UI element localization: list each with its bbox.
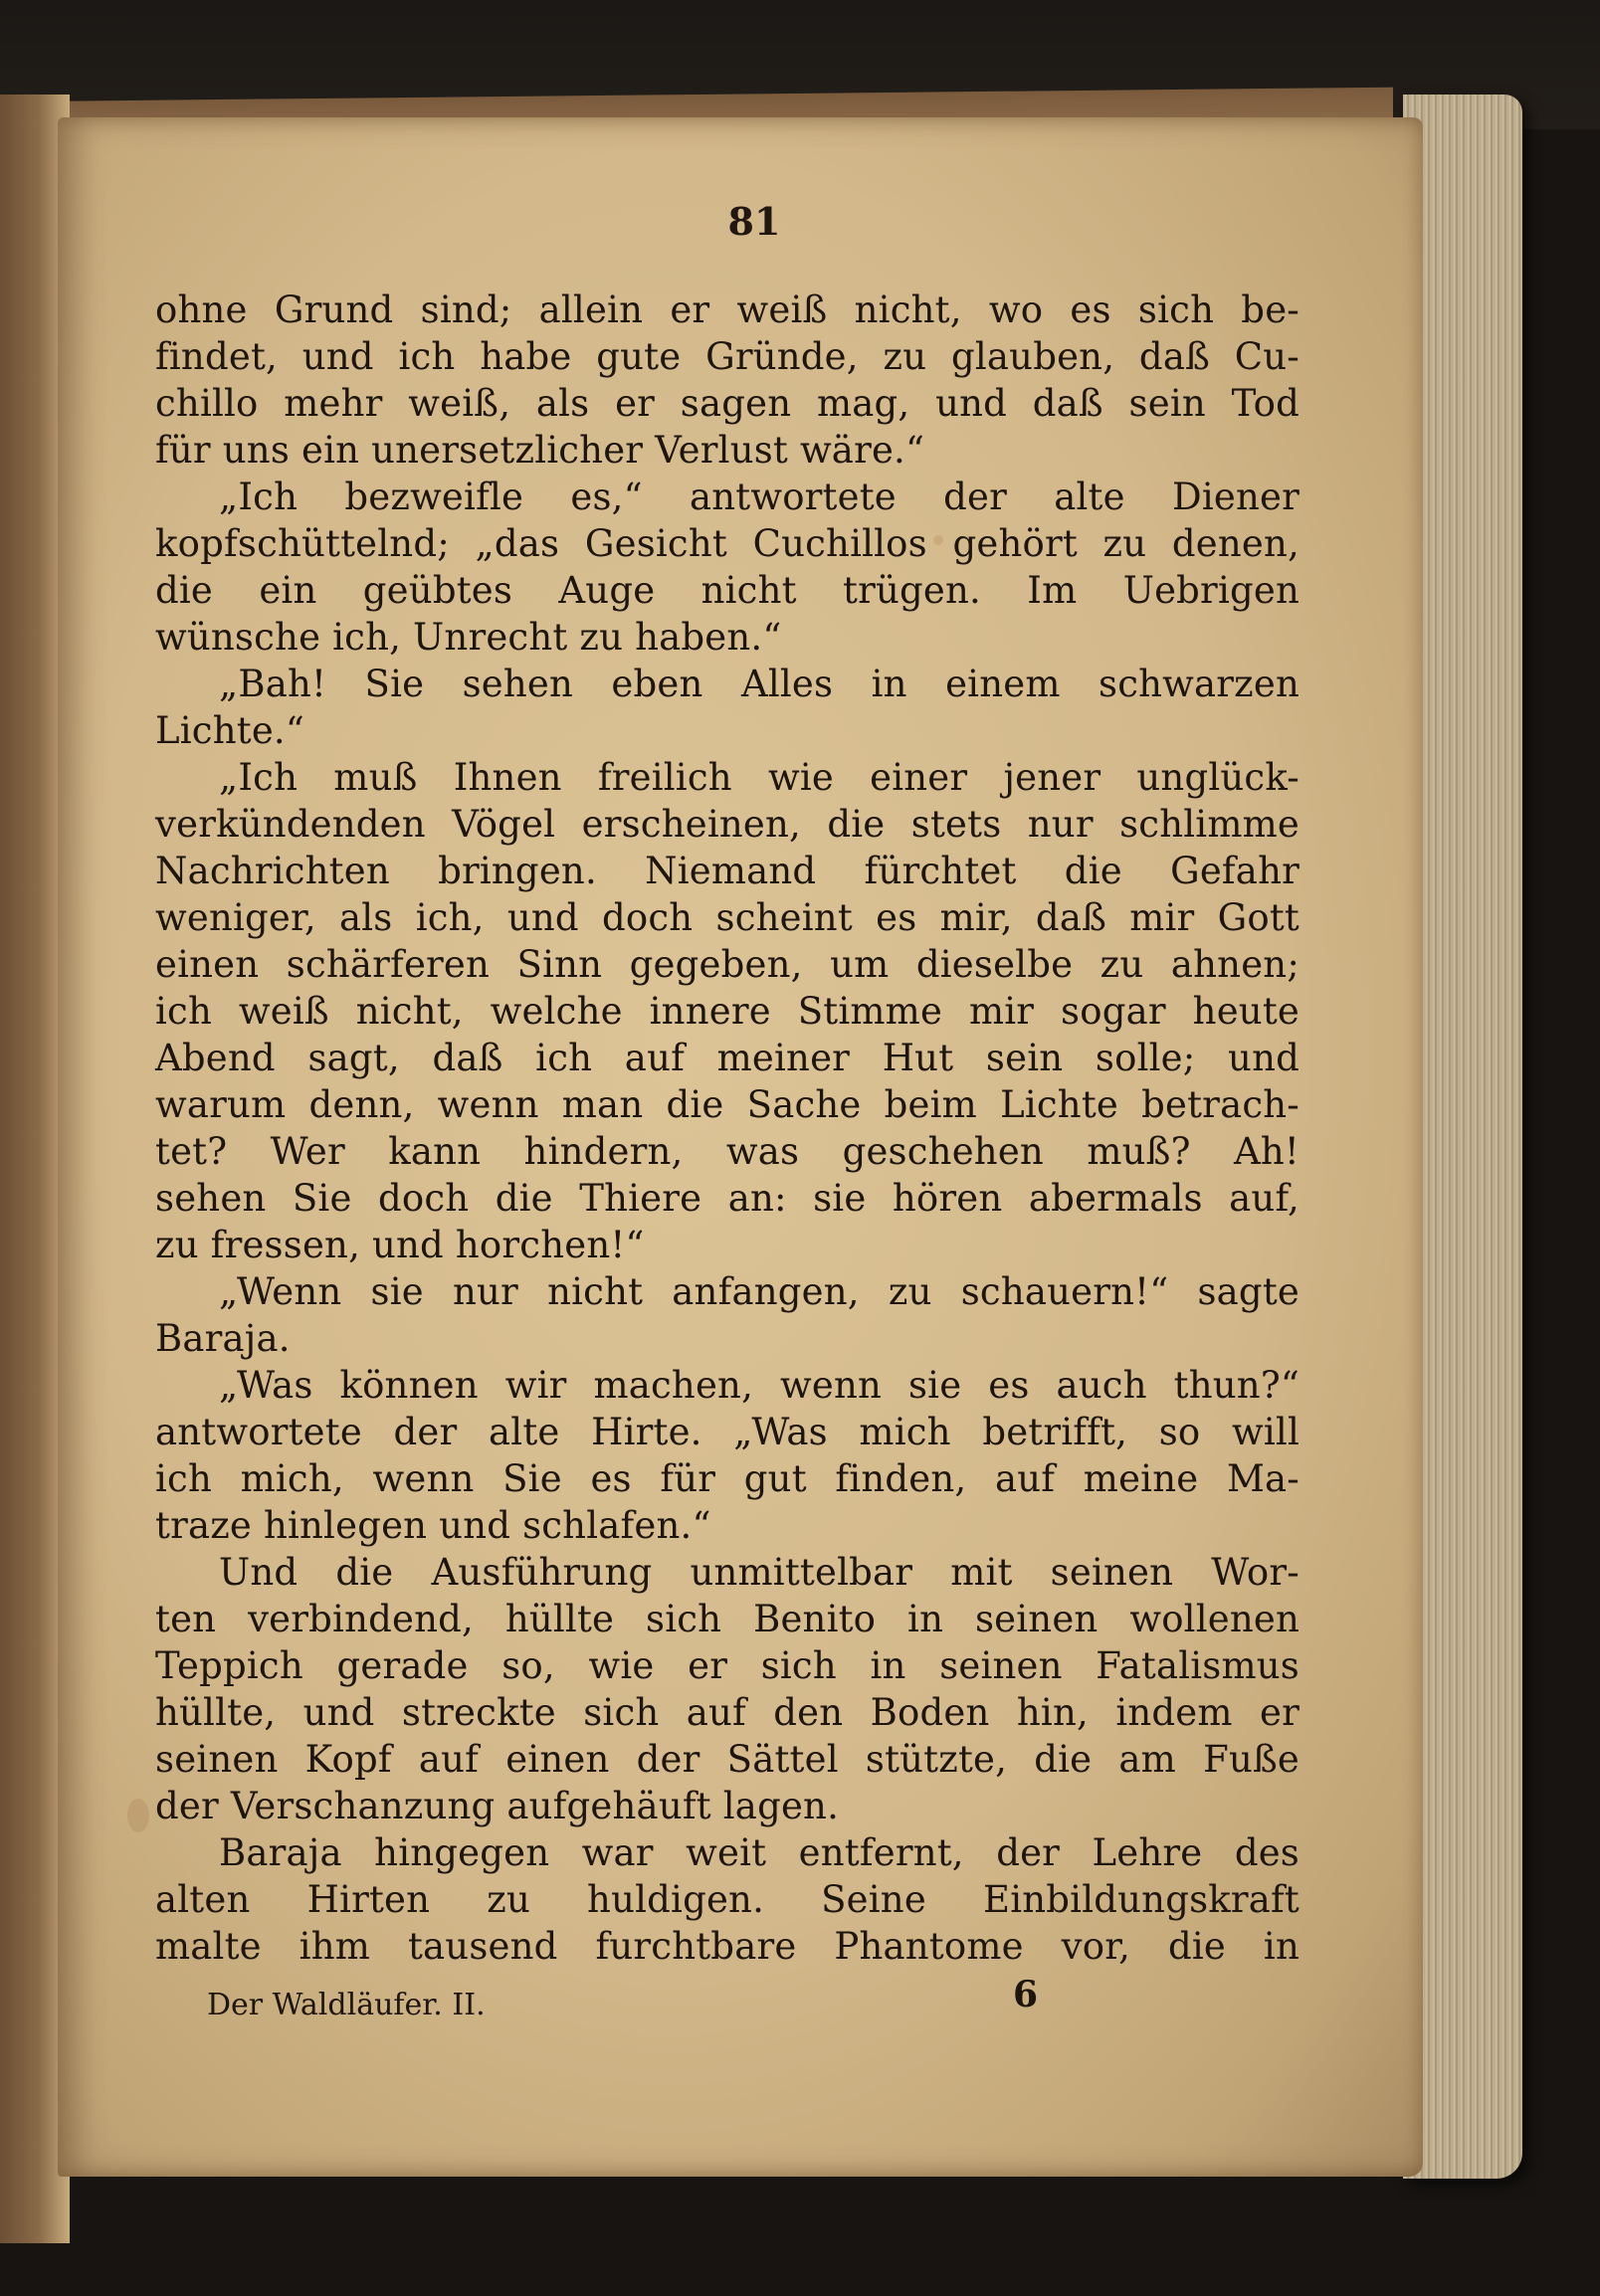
text-line: „Wenn sie nur nicht anfangen, zu schauern!“ sagte [219, 1270, 1300, 1313]
text-line: Nachrichten bringen. Niemand fürchtet die Gefahr [155, 850, 1300, 892]
text-line: für uns ein unersetzlicher Verlust wäre.“ [155, 429, 925, 472]
text-line: Lichte.“ [155, 709, 304, 752]
text-line: hüllte, und streckte sich auf den Boden hin, indem er [155, 1691, 1300, 1734]
text-line: „Bah! Sie sehen eben Alles in einem schwarzen [219, 663, 1300, 705]
text-line: der Verschanzung aufgehäuft lagen. [155, 1785, 840, 1827]
text-line: zu fressen, und horchen!“ [155, 1224, 645, 1266]
text-line: Baraja. [155, 1317, 291, 1360]
text-line: antwortete der alte Hirte. „Was mich betrifft, so will [155, 1411, 1300, 1453]
text-line: chillo mehr weiß, als er sagen mag, und daß sein Tod [155, 382, 1300, 425]
text-line: weniger, als ich, und doch scheint es mir, daß mir Gott [155, 896, 1300, 939]
text-line: Abend sagt, daß ich auf meiner Hut sein solle; und [155, 1037, 1300, 1079]
text-line: findet, und ich habe gute Gründe, zu glauben, daß Cu- [155, 335, 1300, 378]
signature-mark: 6 [1013, 1974, 1039, 2015]
text-line: sehen Sie doch die Thiere an: sie hören abermals auf, [155, 1177, 1300, 1220]
text-line: Teppich gerade so, wie er sich in seinen Fatalismus [155, 1644, 1300, 1687]
text-line: wünsche ich, Unrecht zu haben.“ [155, 616, 782, 659]
text-line: kopfschüttelnd; „das Gesicht Cuchillos gehört zu denen, [155, 522, 1300, 565]
text-line: ten verbindend, hüllte sich Benito in seinen wollenen [155, 1598, 1300, 1640]
printer-signature: Der Waldläufer. II. [207, 1988, 486, 2022]
text-line: ich mich, wenn Sie es für gut finden, auf meine Ma- [155, 1457, 1300, 1500]
book-page [58, 117, 1423, 2177]
text-line: ohne Grund sind; allein er weiß nicht, wo es sich be- [155, 288, 1300, 331]
text-line: „Ich bezweifle es,“ antwortete der alte Diener [219, 476, 1300, 518]
text-line: Baraja hingegen war weit entfernt, der Lehre des [219, 1831, 1300, 1874]
text-line: alten Hirten zu huldigen. Seine Einbildungskraft [155, 1878, 1300, 1921]
text-line: „Ich muß Ihnen freilich wie einer jener unglück- [219, 756, 1300, 799]
text-line: Und die Ausführung unmittelbar mit seinen Wor- [219, 1551, 1300, 1594]
page-number: 81 [727, 199, 781, 244]
text-line: verkündenden Vögel erscheinen, die stets nur schlimme [155, 803, 1300, 846]
text-line: warum denn, wenn man die Sache beim Lichte betrach- [155, 1083, 1300, 1126]
paper-stain [127, 1799, 149, 1832]
text-line: die ein geübtes Auge nicht trügen. Im Uebrigen [155, 569, 1300, 612]
text-line: traze hinlegen und schlafen.“ [155, 1504, 711, 1547]
text-line: seinen Kopf auf einen der Sättel stützte, die am Fuße [155, 1738, 1300, 1781]
text-line: tet? Wer kann hindern, was geschehen muß? Ah! [155, 1130, 1300, 1173]
text-line: malte ihm tausend furchtbare Phantome vor, die in [155, 1925, 1300, 1968]
text-line: ich weiß nicht, welche innere Stimme mir sogar heute [155, 990, 1300, 1033]
text-line: einen schärferen Sinn gegeben, um dieselbe zu ahnen; [155, 943, 1300, 986]
body-text [155, 287, 1300, 1970]
text-line: „Was können wir machen, wenn sie es auch thun?“ [219, 1364, 1300, 1407]
